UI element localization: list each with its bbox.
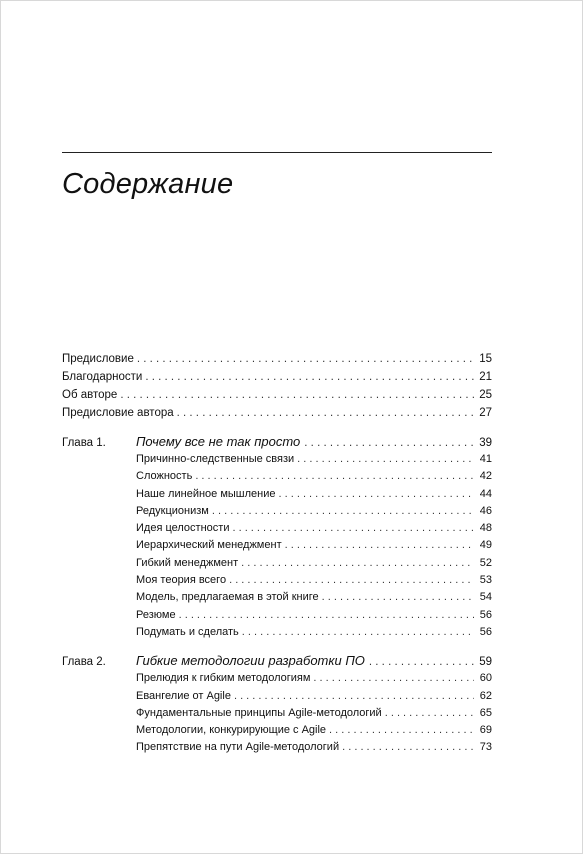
toc-entry-label: Предисловие [62,353,134,365]
toc-entry-page: 46 [479,504,492,517]
dot-leader [120,386,474,404]
toc-entry-page: 15 [479,353,492,365]
toc-entry-page: 25 [479,389,492,401]
toc-entry[interactable] [136,705,492,722]
toc-entry-page: 52 [479,556,492,569]
dot-leader [145,368,474,386]
toc-entry-page: 73 [479,741,492,754]
toc-entry[interactable] [136,739,492,756]
toc-entry-page: 21 [479,371,492,383]
toc-entry[interactable] [136,607,492,624]
chapter-block [62,651,492,756]
toc-entry[interactable] [136,486,492,503]
toc-entry-label: Евангелие от Agile [136,689,231,702]
toc-entry-page: 56 [479,608,492,621]
chapter-number: Глава 2. [62,656,106,669]
chapter-number: Глава 1. [62,437,106,449]
front-matter-list [62,350,492,422]
chapter-heading[interactable] [62,432,492,451]
dot-leader [279,486,475,503]
toc-entry-label: Подумать и сделать [136,625,239,638]
toc-entry-page: 69 [479,724,492,737]
toc-entry-label: Причинно-следственные связи [136,453,295,465]
toc-entry-label: Резюме [136,608,176,621]
toc-entry[interactable] [136,537,492,554]
dot-leader [385,705,474,722]
section-list [136,451,492,641]
toc-entry-label: Редукционизм [136,504,209,517]
toc-entry[interactable] [136,555,492,572]
toc-entry[interactable] [136,670,492,687]
dot-leader [234,688,474,705]
dot-leader [212,503,474,520]
toc-entry-label: Идея целостности [136,522,230,535]
chapter-page: 39 [479,437,492,449]
toc-entry-page: 41 [479,453,492,465]
toc-entry-page: 65 [479,706,492,719]
dot-leader [229,572,474,589]
toc-entry-page: 49 [479,539,492,552]
toc-entry[interactable] [136,468,492,485]
dot-leader [285,537,474,554]
dot-leader [177,404,474,422]
title-rule [62,152,492,153]
dot-leader [242,624,474,641]
toc-entry[interactable] [136,503,492,520]
toc-entry[interactable] [136,688,492,705]
chapter-title: Гибкие методологии разработки ПО [136,653,365,669]
toc-entry[interactable] [136,589,492,606]
dot-leader [241,555,474,572]
toc-entry-label: Фундаментальные принципы Agile-методологий [136,706,382,719]
toc-entry-label: Иерархический менеджмент [136,539,282,552]
toc-entry[interactable] [136,520,492,537]
toc-entry-label: Наше линейное мышление [136,487,276,500]
toc-entry[interactable] [136,572,492,589]
toc-entry-page: 44 [479,487,492,500]
page-title: Содержание [62,168,234,200]
table-of-contents [62,350,492,757]
toc-entry[interactable] [62,350,492,368]
toc-entry-page: 27 [479,407,492,419]
toc-entry-label: Благодарности [62,371,143,383]
dot-leader [137,350,474,368]
toc-entry-label: Предисловие автора [62,407,174,419]
toc-entry[interactable] [136,451,492,468]
toc-entry-label: Сложность [136,470,193,483]
section-list [136,670,492,756]
toc-entry-page: 60 [479,672,492,685]
toc-entry[interactable] [136,722,492,739]
toc-entry-page: 53 [479,574,492,587]
dot-leader [297,451,474,468]
chapter-block [62,432,492,641]
dot-leader [322,589,474,606]
toc-entry-label: Об авторе [62,389,118,401]
toc-entry-page: 56 [479,625,492,638]
toc-entry-page: 62 [479,689,492,702]
toc-entry[interactable] [62,386,492,404]
toc-entry-label: Препятствие на пути Agile-методологий [136,741,340,754]
toc-entry-label: Модель, предлагаемая в этой книге [136,591,319,604]
dot-leader [232,520,474,537]
toc-entry-label: Гибкий менеджмент [136,556,239,569]
chapter-title: Почему все не так просто [136,434,301,449]
toc-entry-page: 54 [479,591,492,604]
dot-leader [179,607,474,624]
toc-entry-label: Прелюдия к гибким методологиям [136,672,311,685]
dot-leader [329,722,474,739]
toc-entry-page: 48 [479,522,492,535]
dot-leader [313,670,474,687]
dot-leader [342,739,474,756]
toc-entry-label: Моя теория всего [136,574,227,587]
toc-entry[interactable] [62,368,492,386]
toc-entry[interactable] [62,404,492,422]
chapter-heading[interactable] [62,651,492,670]
chapter-page: 59 [479,656,492,669]
dot-leader [195,468,474,485]
toc-entry-page: 42 [479,470,492,483]
toc-entry-label: Методологии, конкурирующие с Agile [136,724,327,737]
toc-entry[interactable] [136,624,492,641]
